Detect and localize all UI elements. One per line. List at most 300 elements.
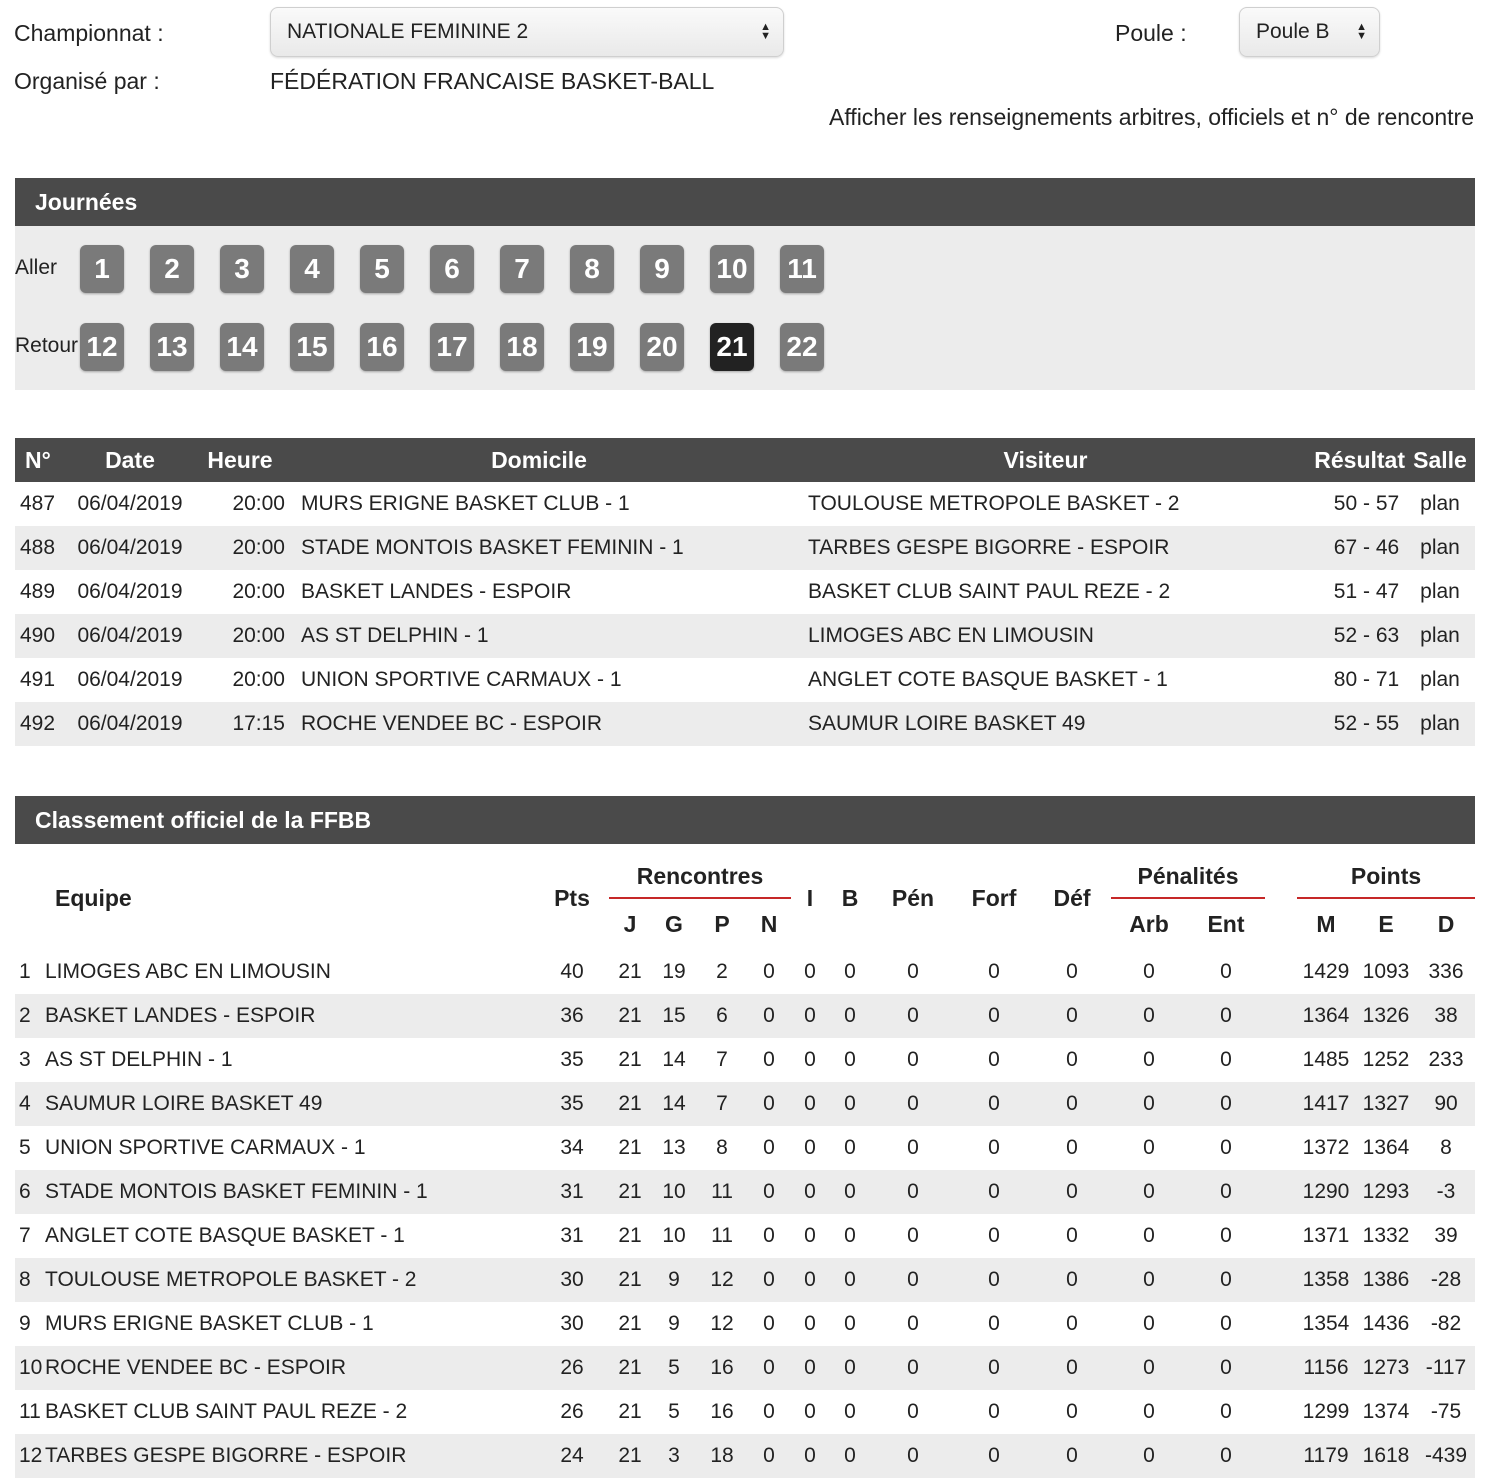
- match-salle[interactable]: plan: [1420, 668, 1460, 691]
- match-heure: 20:00: [195, 526, 285, 570]
- standing-j: 21: [609, 1346, 651, 1390]
- standing-forf: 0: [988, 1400, 1000, 1423]
- match-num: 487: [20, 492, 56, 515]
- poule-value: Poule B: [1256, 20, 1330, 43]
- standing-ent: 0: [1187, 1434, 1265, 1478]
- standing-forf: 0: [955, 1258, 1033, 1302]
- standing-arb: 0: [1111, 1082, 1187, 1126]
- col-resultat: Résultat: [1298, 438, 1405, 482]
- standing-i: 0: [804, 1224, 816, 1247]
- standing-row: [15, 1302, 1475, 1346]
- standing-g: 14: [651, 1082, 697, 1126]
- standing-pts: 40: [560, 960, 584, 983]
- standing-team: ROCHE VENDEE BC - ESPOIR: [45, 1346, 535, 1390]
- standing-rank: 11: [19, 1400, 41, 1423]
- standing-d: 39: [1434, 1224, 1458, 1247]
- col-salle: Salle: [1405, 438, 1475, 482]
- standing-team: MURS ERIGNE BASKET CLUB - 1: [45, 1312, 374, 1335]
- col-pen: Pén: [891, 884, 935, 911]
- match-resultat: 80 - 71: [1333, 668, 1400, 691]
- standing-b: 0: [829, 1170, 871, 1214]
- organise-value: FÉDÉRATION FRANCAISE BASKET-BALL: [270, 68, 715, 94]
- standing-p: 12: [697, 1258, 747, 1302]
- standing-forf: 0: [988, 1136, 1000, 1159]
- standing-m: 1290: [1297, 1170, 1355, 1214]
- match-salle[interactable]: plan: [1405, 526, 1475, 570]
- standing-j: 21: [609, 1434, 651, 1478]
- standing-b: 0: [844, 1312, 856, 1335]
- standing-n: 0: [747, 994, 791, 1038]
- match-date: 06/04/2019: [65, 614, 195, 658]
- standing-j: 21: [618, 1136, 642, 1159]
- standing-team: BASKET LANDES - ESPOIR: [45, 994, 535, 1038]
- standing-row: [15, 1258, 1475, 1302]
- standing-m: 1354: [1302, 1312, 1350, 1335]
- match-date: 06/04/2019: [77, 668, 183, 691]
- standing-ent: 0: [1220, 1136, 1232, 1159]
- standing-def: 0: [1033, 1346, 1111, 1390]
- standing-p: 8: [716, 1136, 728, 1159]
- championnat-label: Championnat :: [14, 20, 164, 46]
- standing-b: 0: [844, 1400, 856, 1423]
- col-forf: Forf: [971, 884, 1017, 911]
- match-row: [15, 702, 1475, 746]
- standing-pen: 0: [907, 1136, 919, 1159]
- match-date: 06/04/2019: [65, 526, 195, 570]
- standing-e: 1093: [1362, 960, 1410, 983]
- standing-team: TOULOUSE METROPOLE BASKET - 2: [45, 1258, 535, 1302]
- standing-rank: 5: [19, 1136, 31, 1159]
- match-domicile: STADE MONTOIS BASKET FEMININ - 1: [285, 526, 793, 570]
- col-m: M: [1316, 911, 1336, 937]
- standing-team: SAUMUR LOIRE BASKET 49: [45, 1082, 535, 1126]
- standing-arb: 0: [1111, 1258, 1187, 1302]
- standing-arb: 0: [1111, 994, 1187, 1038]
- journee-button[interactable]: 2: [150, 245, 194, 293]
- match-row: [15, 614, 1475, 658]
- standing-pen: 0: [871, 1170, 955, 1214]
- journee-button[interactable]: 20: [640, 323, 684, 371]
- col-b: B: [841, 884, 859, 911]
- standing-ent: 0: [1187, 1082, 1265, 1126]
- journee-button[interactable]: 17: [430, 323, 474, 371]
- standing-arb: 0: [1111, 1346, 1187, 1390]
- standing-m: 1372: [1302, 1136, 1350, 1159]
- standing-ent: 0: [1187, 1258, 1265, 1302]
- standing-row: [15, 1346, 1475, 1390]
- standing-m: 1358: [1297, 1258, 1355, 1302]
- journee-button[interactable]: 12: [80, 323, 124, 371]
- match-domicile: BASKET LANDES - ESPOIR: [301, 580, 572, 603]
- standing-e: 1293: [1355, 1170, 1417, 1214]
- standing-e: 1364: [1362, 1136, 1410, 1159]
- classement-table: [15, 846, 1475, 1478]
- standing-pts: 31: [560, 1224, 584, 1247]
- standing-b: 0: [844, 1048, 856, 1071]
- match-heure: 20:00: [232, 580, 285, 603]
- standing-p: 7: [697, 1082, 747, 1126]
- journee-button[interactable]: 14: [220, 323, 264, 371]
- standing-arb: 0: [1111, 1170, 1187, 1214]
- match-num: 491: [20, 668, 56, 691]
- standing-n: 0: [747, 1346, 791, 1390]
- standing-i: 0: [804, 960, 816, 983]
- match-num: 492: [15, 702, 65, 746]
- journees-panel: [15, 226, 1475, 390]
- standing-p: 2: [716, 960, 728, 983]
- col-p: P: [714, 911, 730, 937]
- standing-pts: 31: [535, 1170, 609, 1214]
- standing-p: 18: [697, 1434, 747, 1478]
- standing-d: 38: [1417, 994, 1475, 1038]
- standing-forf: 0: [988, 1224, 1000, 1247]
- standing-row: [15, 1434, 1475, 1478]
- standing-pts: 26: [560, 1400, 584, 1423]
- match-row: [15, 482, 1475, 526]
- standing-pts: 36: [535, 994, 609, 1038]
- standing-m: 1371: [1302, 1224, 1350, 1247]
- standing-i: 0: [804, 1136, 816, 1159]
- standing-team: BASKET CLUB SAINT PAUL REZE - 2: [45, 1400, 408, 1423]
- standing-d: 8: [1440, 1136, 1452, 1159]
- match-date: 06/04/2019: [77, 492, 183, 515]
- select-arrows-icon: ▲ ▼: [1356, 21, 1367, 42]
- standing-team: UNION SPORTIVE CARMAUX - 1: [45, 1136, 366, 1159]
- standing-b: 0: [844, 1136, 856, 1159]
- journee-button[interactable]: 4: [290, 245, 334, 293]
- match-resultat: 52 - 55: [1298, 702, 1405, 746]
- standing-n: 0: [763, 1224, 775, 1247]
- standing-team: ANGLET COTE BASQUE BASKET - 1: [45, 1224, 405, 1247]
- standing-ent: 0: [1220, 1312, 1232, 1335]
- standing-pen: 0: [907, 960, 919, 983]
- matches-table: [15, 438, 1475, 746]
- standing-ent: 0: [1220, 1048, 1232, 1071]
- standing-j: 21: [609, 1082, 651, 1126]
- standing-p: 11: [711, 1224, 733, 1247]
- match-heure: 17:15: [195, 702, 285, 746]
- match-visiteur: LIMOGES ABC EN LIMOUSIN: [793, 614, 1298, 658]
- standing-n: 0: [747, 1082, 791, 1126]
- standing-pts: 24: [535, 1434, 609, 1478]
- classement-header: Classement officiel de la FFBB: [15, 796, 1475, 844]
- standing-e: 1252: [1362, 1048, 1410, 1071]
- standing-g: 19: [662, 960, 686, 983]
- standing-row: [15, 994, 1475, 1038]
- retour-label: Retour: [15, 334, 79, 357]
- journee-button[interactable]: 13: [150, 323, 194, 371]
- match-domicile: AS ST DELPHIN - 1: [285, 614, 793, 658]
- col-g: G: [665, 911, 683, 937]
- standing-def: 0: [1033, 994, 1111, 1038]
- standing-def: 0: [1066, 1136, 1078, 1159]
- match-num: 488: [15, 526, 65, 570]
- match-visiteur: SAUMUR LOIRE BASKET 49: [793, 702, 1298, 746]
- standing-forf: 0: [988, 1048, 1000, 1071]
- group-points: Points: [1297, 846, 1475, 898]
- standing-pts: 35: [560, 1048, 584, 1071]
- standing-pen: 0: [871, 994, 955, 1038]
- col-j: J: [623, 911, 637, 937]
- standing-pen: 0: [907, 1400, 919, 1423]
- standing-row: [15, 1082, 1475, 1126]
- match-heure: 20:00: [232, 668, 285, 691]
- match-domicile: ROCHE VENDEE BC - ESPOIR: [285, 702, 793, 746]
- standing-g: 9: [651, 1258, 697, 1302]
- standing-j: 21: [618, 1224, 642, 1247]
- standing-arb: 0: [1143, 1312, 1155, 1335]
- standing-j: 21: [609, 994, 651, 1038]
- standing-def: 0: [1066, 1400, 1078, 1423]
- select-arrows-icon: ▲ ▼: [760, 21, 771, 42]
- standing-forf: 0: [955, 1170, 1033, 1214]
- standing-p: 16: [710, 1400, 734, 1423]
- standing-b: 0: [844, 960, 856, 983]
- standing-p: 11: [697, 1170, 747, 1214]
- journee-button[interactable]: 10: [710, 245, 754, 293]
- standing-row: [15, 1390, 1475, 1434]
- standing-pen: 0: [907, 1312, 919, 1335]
- match-heure: 20:00: [195, 614, 285, 658]
- match-resultat: 67 - 46: [1298, 526, 1405, 570]
- standing-i: 0: [791, 1170, 829, 1214]
- match-salle[interactable]: plan: [1420, 580, 1460, 603]
- standing-def: 0: [1066, 1224, 1078, 1247]
- match-heure: 20:00: [232, 492, 285, 515]
- standing-team: STADE MONTOIS BASKET FEMININ - 1: [45, 1170, 535, 1214]
- journee-button[interactable]: 22: [780, 323, 824, 371]
- standing-m: 1299: [1302, 1400, 1350, 1423]
- standing-arb: 0: [1111, 1434, 1187, 1478]
- standing-pts: 30: [560, 1312, 584, 1335]
- standing-pts: 30: [535, 1258, 609, 1302]
- standing-b: 0: [829, 1346, 871, 1390]
- standing-d: -3: [1417, 1170, 1475, 1214]
- standing-rank: 8: [15, 1258, 45, 1302]
- match-resultat: 50 - 57: [1333, 492, 1400, 515]
- standing-e: 1326: [1355, 994, 1417, 1038]
- journee-button[interactable]: 19: [570, 323, 614, 371]
- match-date: 06/04/2019: [77, 580, 183, 603]
- journee-button[interactable]: 18: [500, 323, 544, 371]
- standing-rank: 12: [15, 1434, 45, 1478]
- standing-row: [15, 1214, 1475, 1258]
- standing-g: 15: [651, 994, 697, 1038]
- journee-button[interactable]: 11: [780, 245, 824, 293]
- match-date: 06/04/2019: [65, 702, 195, 746]
- match-visiteur: ANGLET COTE BASQUE BASKET - 1: [808, 668, 1168, 691]
- standing-def: 0: [1033, 1082, 1111, 1126]
- standing-d: 233: [1428, 1048, 1464, 1071]
- standing-pts: 35: [535, 1082, 609, 1126]
- match-row: [15, 570, 1475, 614]
- match-domicile: UNION SPORTIVE CARMAUX - 1: [301, 668, 622, 691]
- standing-n: 0: [747, 1434, 791, 1478]
- standing-n: 0: [747, 1170, 791, 1214]
- standing-n: 0: [763, 1136, 775, 1159]
- standing-j: 21: [609, 1170, 651, 1214]
- standing-pen: 0: [871, 1434, 955, 1478]
- standing-forf: 0: [955, 994, 1033, 1038]
- standing-j: 21: [618, 1400, 642, 1423]
- match-domicile: MURS ERIGNE BASKET CLUB - 1: [301, 492, 630, 515]
- journee-button[interactable]: 16: [360, 323, 404, 371]
- col-ent: Ent: [1207, 911, 1245, 937]
- standing-i: 0: [791, 1434, 829, 1478]
- organise-label: Organisé par :: [14, 68, 160, 94]
- standing-d: -28: [1417, 1258, 1475, 1302]
- standing-def: 0: [1033, 1170, 1111, 1214]
- standing-b: 0: [829, 1258, 871, 1302]
- standing-rank: 2: [15, 994, 45, 1038]
- journee-button[interactable]: 15: [290, 323, 334, 371]
- match-salle[interactable]: plan: [1405, 702, 1475, 746]
- standing-rank: 1: [19, 960, 31, 983]
- standing-d: 336: [1428, 960, 1464, 983]
- standing-g: 3: [651, 1434, 697, 1478]
- standing-g: 13: [662, 1136, 686, 1159]
- match-row: [15, 526, 1475, 570]
- standing-def: 0: [1066, 960, 1078, 983]
- standing-d: -82: [1430, 1312, 1462, 1335]
- col-pts: Pts: [554, 884, 590, 911]
- standing-rank: 3: [19, 1048, 31, 1071]
- standing-m: 1156: [1297, 1346, 1355, 1390]
- standing-j: 21: [609, 1258, 651, 1302]
- standing-i: 0: [804, 1312, 816, 1335]
- standing-arb: 0: [1143, 1048, 1155, 1071]
- standing-i: 0: [791, 1082, 829, 1126]
- standing-pen: 0: [907, 1224, 919, 1247]
- poule-select[interactable]: [1239, 7, 1380, 57]
- standing-forf: 0: [955, 1082, 1033, 1126]
- col-domicile: Domicile: [285, 438, 793, 482]
- aller-label: Aller: [15, 256, 58, 279]
- match-resultat: 51 - 47: [1333, 580, 1400, 603]
- journee-button[interactable]: 3: [220, 245, 264, 293]
- match-visiteur: BASKET CLUB SAINT PAUL REZE - 2: [808, 580, 1171, 603]
- col-e: E: [1378, 911, 1394, 937]
- match-num: 490: [15, 614, 65, 658]
- standing-ent: 0: [1187, 994, 1265, 1038]
- standing-e: 1332: [1362, 1224, 1410, 1247]
- standing-pen: 0: [907, 1048, 919, 1071]
- standing-e: 1327: [1355, 1082, 1417, 1126]
- standing-g: 10: [662, 1224, 686, 1247]
- standing-m: 1485: [1302, 1048, 1350, 1071]
- col-equipe: Equipe: [55, 884, 132, 911]
- afficher-renseignements-link[interactable]: Afficher les renseignements arbitres, officiels et n° de rencontre: [828, 104, 1474, 130]
- standing-n: 0: [747, 1258, 791, 1302]
- standing-i: 0: [804, 1048, 816, 1071]
- standing-d: -439: [1417, 1434, 1475, 1478]
- standing-p: 16: [697, 1346, 747, 1390]
- standing-i: 0: [804, 1400, 816, 1423]
- standing-forf: 0: [955, 1346, 1033, 1390]
- standing-e: 1386: [1355, 1258, 1417, 1302]
- standing-team: TARBES GESPE BIGORRE - ESPOIR: [45, 1434, 535, 1478]
- standing-pen: 0: [871, 1082, 955, 1126]
- standing-row: [15, 1126, 1475, 1170]
- standing-pen: 0: [871, 1346, 955, 1390]
- match-visiteur: TARBES GESPE BIGORRE - ESPOIR: [793, 526, 1298, 570]
- standing-row: [15, 1170, 1475, 1214]
- col-arb: Arb: [1129, 911, 1169, 937]
- standing-g: 5: [651, 1346, 697, 1390]
- standing-row: [15, 1038, 1475, 1082]
- group-rencontres: Rencontres: [609, 846, 791, 898]
- championnat-select[interactable]: [270, 7, 784, 57]
- standing-i: 0: [791, 1346, 829, 1390]
- journee-button[interactable]: 7: [500, 245, 544, 293]
- standing-e: 1436: [1362, 1312, 1410, 1335]
- standing-e: 1618: [1355, 1434, 1417, 1478]
- standing-rank: 7: [19, 1224, 31, 1247]
- journee-button[interactable]: 1: [80, 245, 124, 293]
- match-salle[interactable]: plan: [1405, 614, 1475, 658]
- standing-n: 0: [763, 1400, 775, 1423]
- journee-button[interactable]: 5: [360, 245, 404, 293]
- col-i: I: [806, 884, 814, 911]
- standing-i: 0: [791, 1258, 829, 1302]
- standing-p: 7: [716, 1048, 728, 1071]
- standing-j: 21: [618, 960, 642, 983]
- col-heure: Heure: [195, 438, 285, 482]
- journee-button[interactable]: 9: [640, 245, 684, 293]
- classement-header-row-1: [15, 846, 1475, 898]
- standing-rank: 9: [19, 1312, 31, 1335]
- standing-g: 5: [668, 1400, 680, 1423]
- standing-d: 90: [1417, 1082, 1475, 1126]
- standing-j: 21: [618, 1312, 642, 1335]
- standing-e: 1374: [1362, 1400, 1410, 1423]
- standing-m: 1417: [1297, 1082, 1355, 1126]
- championnat-value: NATIONALE FEMININE 2: [287, 20, 529, 43]
- standing-ent: 0: [1220, 1224, 1232, 1247]
- journees-header: Journées: [15, 178, 1475, 226]
- standing-rank: 6: [15, 1170, 45, 1214]
- standing-forf: 0: [988, 960, 1000, 983]
- standing-n: 0: [763, 1048, 775, 1071]
- match-salle[interactable]: plan: [1420, 492, 1460, 515]
- standing-e: 1273: [1355, 1346, 1417, 1390]
- standing-n: 0: [763, 1312, 775, 1335]
- standing-m: 1364: [1297, 994, 1355, 1038]
- matches-header-row: [15, 438, 1475, 482]
- standing-def: 0: [1066, 1312, 1078, 1335]
- match-row: [15, 658, 1475, 702]
- standing-b: 0: [844, 1224, 856, 1247]
- standing-p: 6: [697, 994, 747, 1038]
- standing-b: 0: [829, 1082, 871, 1126]
- col-def: Déf: [1053, 884, 1091, 911]
- journee-button[interactable]: 8: [570, 245, 614, 293]
- col-visiteur: Visiteur: [793, 438, 1298, 482]
- standing-team: AS ST DELPHIN - 1: [45, 1048, 233, 1071]
- match-num: 489: [20, 580, 56, 603]
- standing-ent: 0: [1187, 1346, 1265, 1390]
- journee-button[interactable]: 21: [710, 323, 754, 371]
- col-num: N°: [15, 438, 65, 482]
- journee-button[interactable]: 6: [430, 245, 474, 293]
- standing-arb: 0: [1143, 1224, 1155, 1247]
- standing-row: [15, 950, 1475, 994]
- standing-n: 0: [763, 960, 775, 983]
- col-d: D: [1437, 911, 1455, 937]
- standing-pen: 0: [871, 1258, 955, 1302]
- standing-d: -75: [1430, 1400, 1462, 1423]
- standing-m: 1179: [1297, 1434, 1355, 1478]
